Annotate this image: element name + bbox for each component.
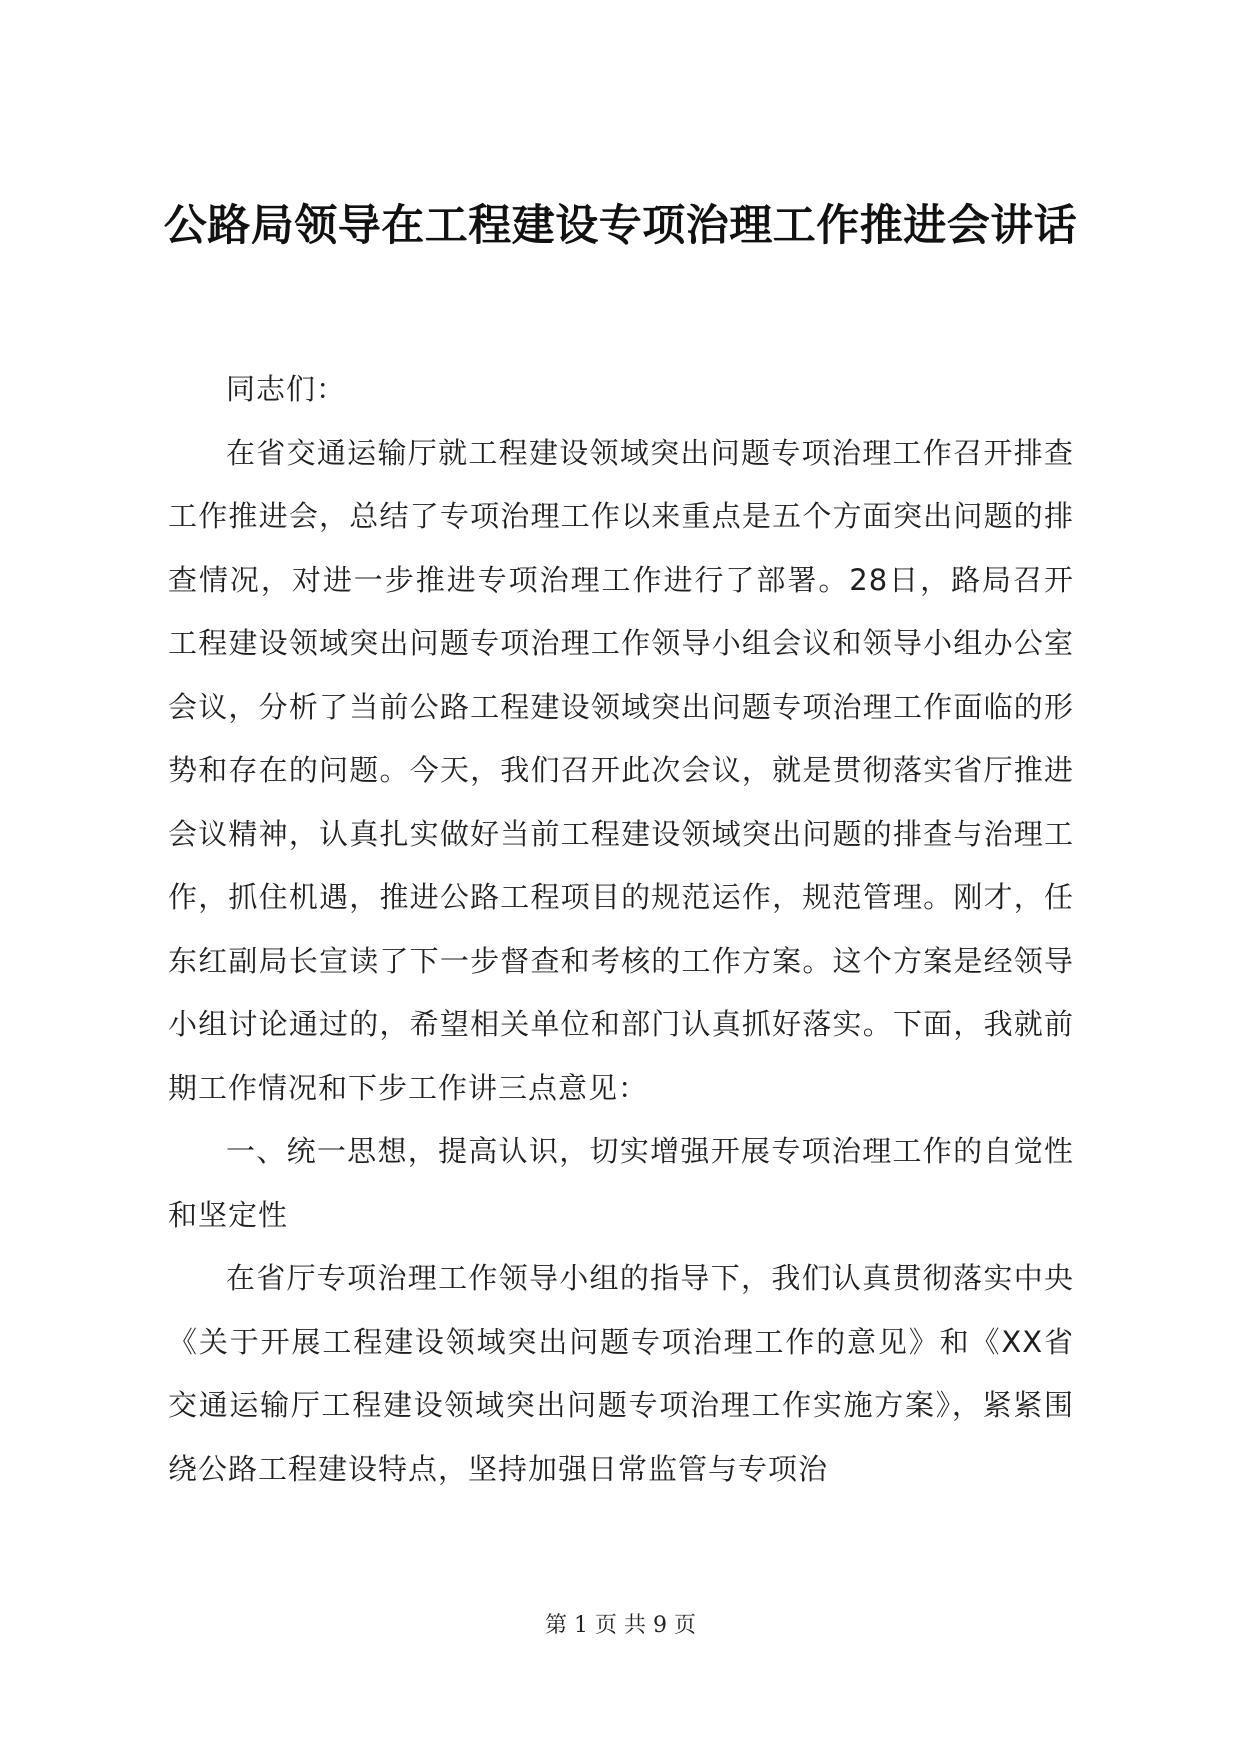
- body-paragraph: 在省厅专项治理工作领导小组的指导下，我们认真贯彻落实中央《关于开展工程建设领域突出问题专项治理工作的意见》和《XX省交通运输厅工程建设领域突出问题专项治理工作实施方案》，紧紧围绕公路工程建设特点，坚持加强日常监管与专项治: [168, 1261, 1074, 1486]
- document-body: [168, 358, 1074, 1501]
- section-heading-paragraph: 一、统一思想，提高认识，切实增强开展专项治理工作的自觉性和坚定性: [168, 1134, 1074, 1232]
- page-footer: 第 1 页 共 9 页: [545, 1613, 696, 1638]
- body-paragraph: 在省交通运输厅就工程建设领域突出问题专项治理工作召开排查工作推进会，总结了专项治理工作以来重点是五个方面突出问题的排查情况，对进一步推进专项治理工作进行了部署。28日，路局召开工程建设领域突出问题专项治理工作领导小组会议和领导小组办公室会议，分析了当前公路工程建设领域突出问题专项治理工作面临的形势和存在的问题。今天，我们召开此次会议，就是贯彻落实省厅推进会议精神，认真扎实做好当前工程建设领域突出问题的排查与治理工作，抓住机遇，推进公路工程项目的规范运作，规范管理。刚才，任东红副局长宣读了下一步督查和考核的工作方案。这个方案是经领导小组讨论通过的，希望相关单位和部门认真抓好落实。下面，我就前期工作情况和下步工作讲三点意见：: [168, 435, 1074, 1105]
- document-title: 公路局领导在工程建设专项治理工作推进会讲话: [163, 201, 1078, 251]
- salutation-paragraph: 同志们：: [226, 372, 347, 406]
